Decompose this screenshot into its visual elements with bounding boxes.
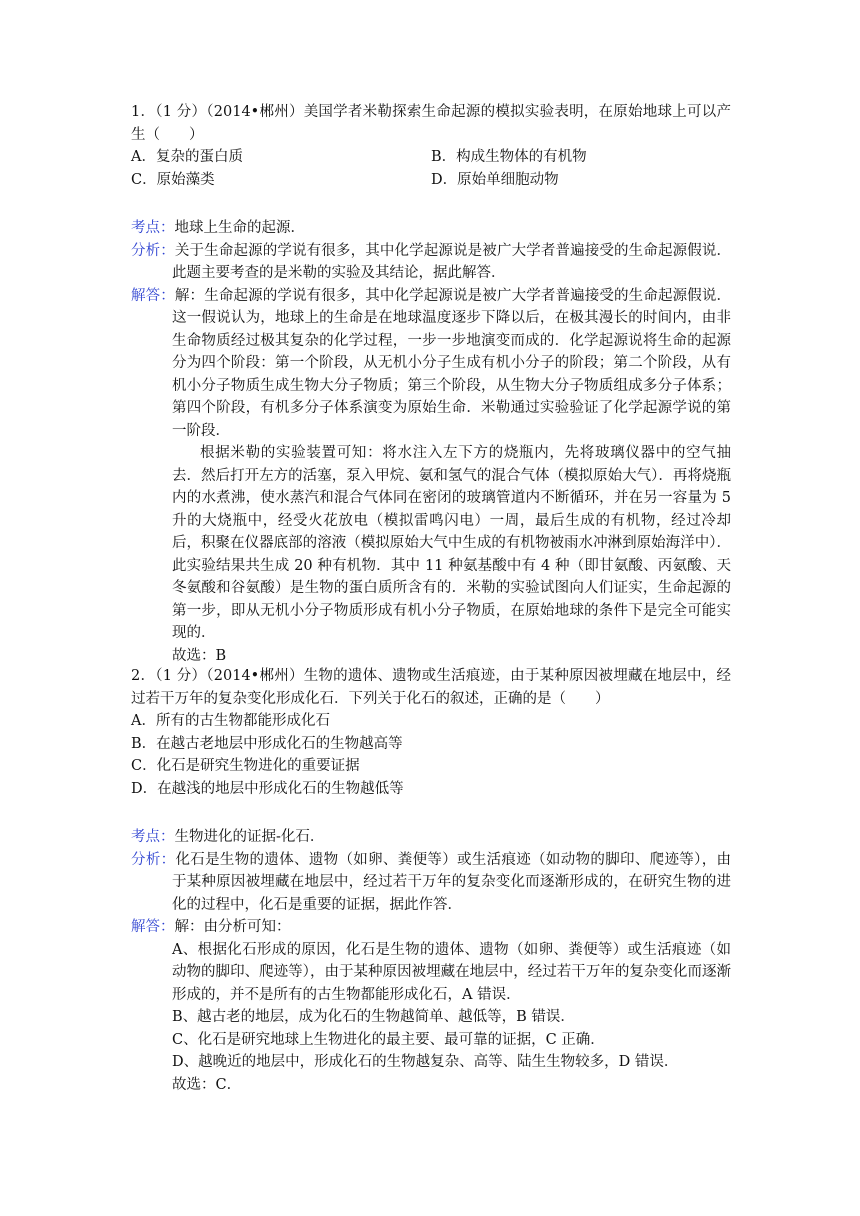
jieda-items <box>131 939 731 1097</box>
jieda-item-b: B、越古老的地层，成为化石的生物越简单、越低等，B 错误． <box>172 1009 575 1025</box>
jieda-paragraph-2: 根据米勒的实验装置可知：将水注入左下方的烧瓶内，先将玻璃仪器中的空气抽去．然后打开左方的活塞，泵入甲烷、氨和氢气的混合气体（模拟原始大气）．再将烧瓶内的水煮沸，使水蒸汽和混合气体同在密闭的玻璃管道内不断循环，并在另一容量为 5 升的大烧瓶中，经受火花放电（模拟雷鸣闪电）一周，最后生成的有机物，经过冷却后，积聚在仪器底部的溶液（模拟原始大气中生成的有机物被雨水冲淋到原始海洋中）．此实验结果共生成 20 种有机物．其中 11 种氨基酸中有 4 种（即甘氨酸、丙氨酸、天冬氨酸和谷氨酸）是生物的蛋白质所含有的．米勒的实验试图向人们证实，生命起源的第一步，即从无机小分子物质形成有机小分子物质，在原始地球的条件下是完全可能实现的． <box>172 445 731 641</box>
kaodian-row <box>131 826 731 849</box>
question-1-options <box>131 146 731 191</box>
jieda-intro: 解：由分析可知： <box>174 919 291 935</box>
question-1 <box>131 101 731 191</box>
answer-text: 故选：C． <box>172 1076 242 1093</box>
kaodian-label: 考点： <box>131 220 175 236</box>
option-a: A．复杂的蛋白质 <box>131 149 243 165</box>
option-c: C．化石是研究生物进化的重要证据 <box>131 758 360 774</box>
option-c: C．原始藻类 <box>131 171 215 188</box>
jieda-block <box>131 285 731 443</box>
option-d: D．在越浅的地层中形成化石的生物越低等 <box>131 780 404 797</box>
fenxi-label: 分析： <box>131 851 176 868</box>
jieda-paragraph-2-wrap <box>131 442 731 667</box>
option-a: A．所有的古生物都能形成化石 <box>131 713 330 729</box>
jieda-item-a: A、根据化石形成的原因，化石是生物的遗体、遗物（如卵、粪便等）或生活痕迹（如动物的脚印、爬迹等），由于某种原因被埋藏在地层中，经过若干万年的复杂变化而逐渐形成的，并不是所有的古生物都能形成化石，A 错误． <box>172 941 731 1003</box>
jieda-paragraph-1: 解：生命起源的学说有很多，其中化学起源说是被广大学者普遍接受的生命起源假说．这一假说认为，地球上的生命是在地球温度逐步下降以后，在极其漫长的时间内，由非生命物质经过极其复杂的化学过程，一步一步地演变而成的．化学起源说将生命的起源分为四个阶段：第一个阶段，从无机小分子生成有机小分子的阶段；第二个阶段，从有机小分子物质生成生物大分子物质；第三个阶段，从生物大分子物质组成多分子体系；第四个阶段，有机多分子体系演变为原始生命．米勒通过实验验证了化学起源学说的第一阶段． <box>172 287 732 439</box>
kaodian-text: 生物进化的证据-化石． <box>174 829 325 845</box>
fenxi-block <box>131 240 731 285</box>
jieda-label: 解答： <box>131 919 175 935</box>
jieda-block <box>131 916 731 939</box>
jieda-item-c: C、化石是研究地球上生物进化的最主要、最可靠的证据，C 正确． <box>172 1031 605 1048</box>
question-2 <box>131 665 731 800</box>
question-2-solution <box>131 826 731 1096</box>
answer-text: 故选：B <box>172 647 227 664</box>
jieda-label: 解答： <box>131 287 175 304</box>
question-1-stem: 1．（1 分）（2014•郴州）美国学者米勒探索生命起源的模拟实验表明，在原始地球上可以产生（ ） <box>131 104 731 143</box>
kaodian-row <box>131 217 731 240</box>
question-1-solution <box>131 217 731 667</box>
option-b: B．构成生物体的有机物 <box>431 149 587 165</box>
fenxi-text: 化石是生物的遗体、遗物（如卵、粪便等）或生活痕迹（如动物的脚印、爬迹等），由于某种原因被埋藏在地层中，经过若干万年的复杂变化而逐渐形成的，在研究生物的进化的过程中，化石是重要的证据，据此作答． <box>172 851 732 913</box>
kaodian-text: 地球上生命的起源． <box>174 220 305 236</box>
jieda-item-d: D、越晚近的地层中，形成化石的生物越复杂、高等、陆生生物较多，D 错误． <box>172 1054 679 1070</box>
fenxi-block <box>131 849 731 917</box>
question-2-stem: 2．（1 分）（2014•郴州）生物的遗体、遗物或生活痕迹，由于某种原因被埋藏在地层中，经过若干万年的复杂变化形成化石．下列关于化石的叙述，正确的是（ ） <box>131 668 731 707</box>
option-b: B．在越古老地层中形成化石的生物越高等 <box>131 735 403 752</box>
kaodian-label: 考点： <box>131 829 175 845</box>
fenxi-text: 关于生命起源的学说有很多，其中化学起源说是被广大学者普遍接受的生命起源假说．此题主要考查的是米勒的实验及其结论，据此解答． <box>172 242 732 281</box>
option-d: D．原始单细胞动物 <box>431 171 559 188</box>
fenxi-label: 分析： <box>131 242 175 259</box>
